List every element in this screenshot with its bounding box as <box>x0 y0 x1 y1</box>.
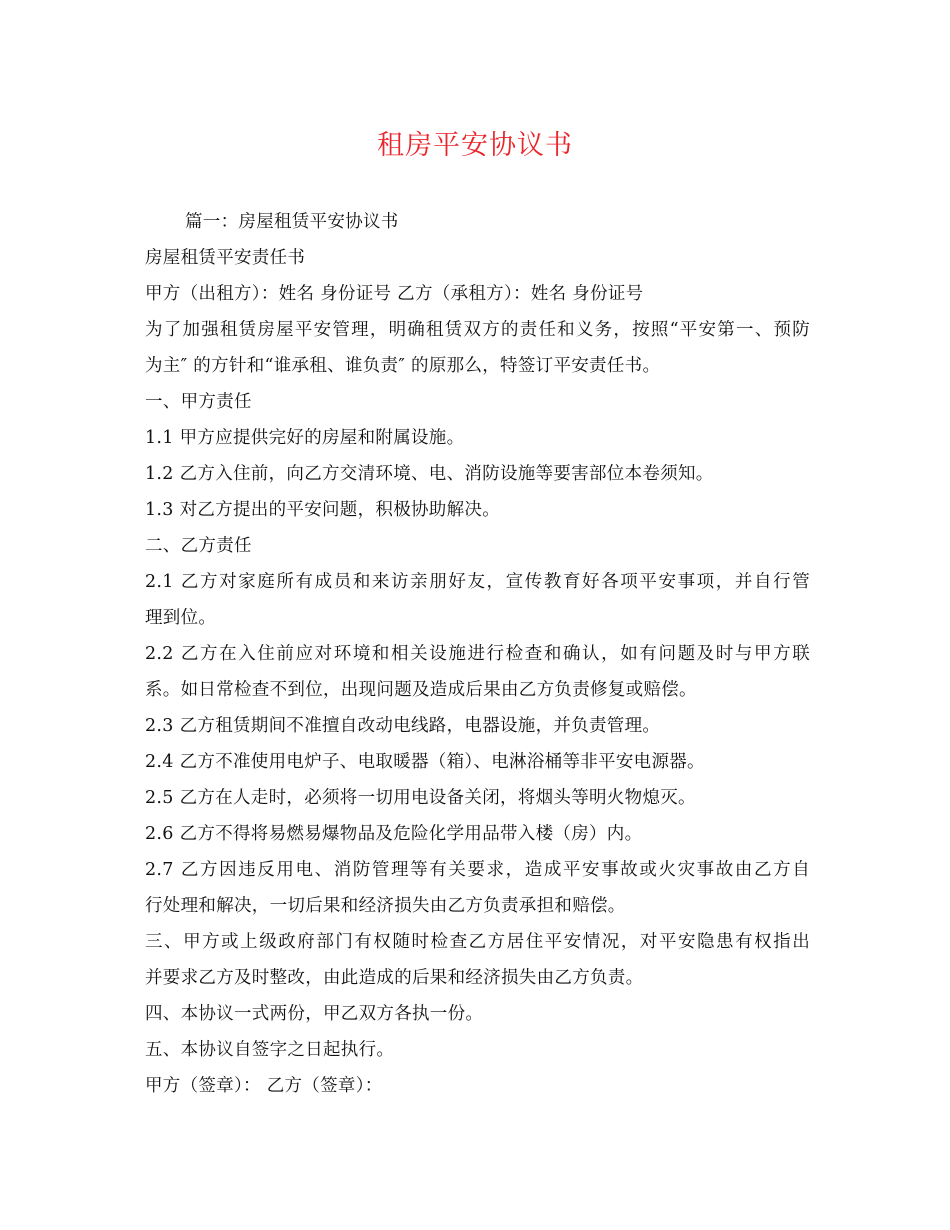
clause-line: 理到位。 <box>145 608 217 628</box>
signature-line: 甲方（签章）： 乙方（签章）： <box>145 1076 383 1096</box>
clause-line: 2.1 乙方对家庭所有成员和来访亲朋好友，宣传教育好各项平安事项，并自行管 <box>145 572 810 592</box>
clause-line: 1.3 对乙方提出的平安问题，积极协助解决。 <box>145 500 500 520</box>
parties-line: 甲方（出租方）：姓名 身份证号 乙方（承租方）：姓名 身份证号 <box>145 284 644 304</box>
clause-line: 并要求乙方及时整改，由此造成的后果和经济损失由乙方负责。 <box>145 968 644 988</box>
clause-line: 1.1 甲方应提供完好的房屋和附属设施。 <box>145 428 465 448</box>
clause-line: 2.7 乙方因违反用电、消防管理等有关要求，造成平安事故或火灾事故由乙方自 <box>145 860 810 880</box>
clause-line: 2.2 乙方在入住前应对环境和相关设施进行检查和确认，如有问题及时与甲方联 <box>145 644 810 664</box>
clause-line: 2.4 乙方不准使用电炉子、电取暖器（箱）、电淋浴桶等非平安电源器。 <box>145 752 705 772</box>
clause-heading: 一、甲方责任 <box>145 392 252 412</box>
clause-line: 系。如日常检查不到位，出现问题及造成后果由乙方负责修复或赔偿。 <box>145 680 697 700</box>
document-title: 租房平安协议书 <box>377 130 573 161</box>
clause-line: 四、本协议一式两份，甲乙双方各执一份。 <box>145 1004 484 1024</box>
section-heading: 篇一：房屋租赁平安协议书 <box>185 212 399 232</box>
preamble-line: 为了加强租赁房屋平安管理，明确租赁双方的责任和义务，按照“平安第一、预防 <box>145 320 810 340</box>
clause-line: 五、本协议自签字之日起执行。 <box>145 1040 395 1060</box>
document-body <box>145 204 810 1104</box>
preamble-line: 为主″ 的方针和“谁承租、谁负责″ 的原那么，特签订平安责任书。 <box>145 356 661 376</box>
clause-line: 2.5 乙方在人走时，必须将一切用电设备关闭，将烟头等明火物熄灭。 <box>145 788 696 808</box>
clause-line: 1.2 乙方入住前，向乙方交清环境、电、消防设施等要害部位本卷须知。 <box>145 464 714 484</box>
clause-line: 三、甲方或上级政府部门有权随时检查乙方居住平安情况，对平安隐患有权指出 <box>145 932 810 952</box>
clause-line: 2.6 乙方不得将易燃易爆物品及危险化学用品带入楼（房）内。 <box>145 824 643 844</box>
subtitle-line: 房屋租赁平安责任书 <box>145 248 306 268</box>
clause-line: 行处理和解决，一切后果和经济损失由乙方负责承担和赔偿。 <box>145 896 626 916</box>
clause-heading: 二、乙方责任 <box>145 536 252 556</box>
clause-line: 2.3 乙方租赁期间不准擅自改动电线路，电器设施，并负责管理。 <box>145 716 661 736</box>
